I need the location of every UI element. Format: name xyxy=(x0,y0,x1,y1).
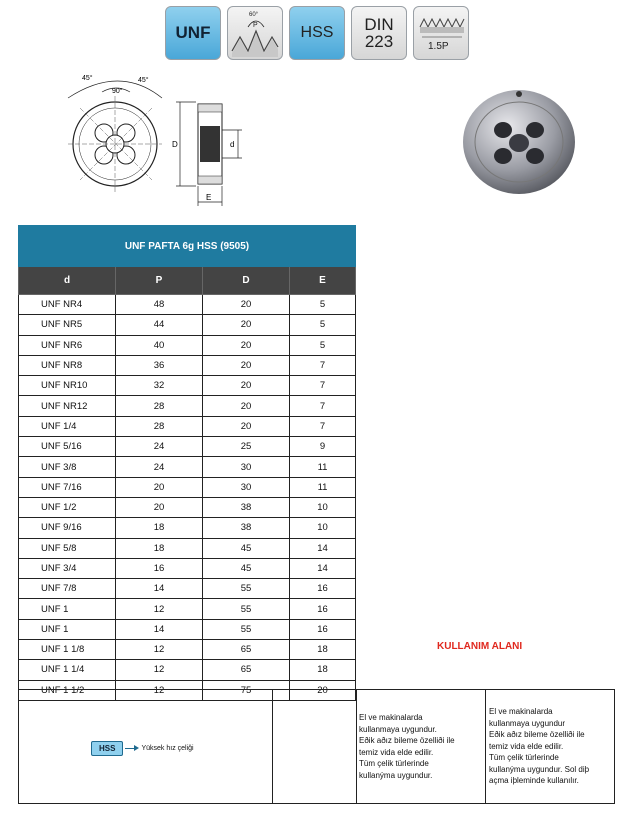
cell-E: 9 xyxy=(290,437,356,457)
cell-p: 18 xyxy=(116,538,203,558)
cell-d: UNF 1 xyxy=(19,599,116,619)
label-E: E xyxy=(206,193,212,202)
usage-description-2 xyxy=(489,706,613,787)
cell-p: 12 xyxy=(116,599,203,619)
cell-d: UNF 1 1/8 xyxy=(19,640,116,660)
din-label: DIN xyxy=(364,15,394,34)
cell-E: 18 xyxy=(290,660,356,680)
usage-panel xyxy=(18,689,615,804)
cell-E: 7 xyxy=(290,355,356,375)
desc-line: El ve makinalarda xyxy=(359,713,423,722)
cell-p: 18 xyxy=(116,518,203,538)
desc-line: kullanmaya uygundur. xyxy=(359,724,437,734)
cell-p: 48 xyxy=(116,295,203,315)
table-row xyxy=(19,335,356,355)
hss-badge xyxy=(289,6,345,60)
cell-E: 11 xyxy=(290,457,356,477)
cell-D: 65 xyxy=(203,660,290,680)
table-row xyxy=(19,295,356,315)
divider xyxy=(356,690,357,803)
cell-d: UNF 9/16 xyxy=(19,518,116,538)
usage-title: KULLANIM ALANI xyxy=(437,641,523,652)
table-row xyxy=(19,640,356,660)
cell-E: 7 xyxy=(290,416,356,436)
header-E: E xyxy=(290,267,356,295)
table-row xyxy=(19,619,356,639)
hss-legend xyxy=(91,741,194,756)
cell-p: 28 xyxy=(116,396,203,416)
cell-E: 10 xyxy=(290,518,356,538)
spec-table xyxy=(18,225,356,701)
desc-line: temiz vida elde edilir. xyxy=(489,741,564,751)
usage-description-1 xyxy=(359,712,483,781)
arrow-icon xyxy=(125,748,135,749)
desc-line: kullanmaya uygundur xyxy=(489,718,566,728)
table-row xyxy=(19,315,356,335)
table-row xyxy=(19,518,356,538)
cell-p: 12 xyxy=(116,640,203,660)
cell-d: UNF NR5 xyxy=(19,315,116,335)
cell-D: 20 xyxy=(203,396,290,416)
cell-d: UNF 1/2 xyxy=(19,497,116,517)
cell-D: 20 xyxy=(203,315,290,335)
cell-D: 30 xyxy=(203,477,290,497)
cell-p: 32 xyxy=(116,376,203,396)
table-row xyxy=(19,558,356,578)
angle-label: 60° xyxy=(249,12,259,18)
cell-d: UNF 1 xyxy=(19,619,116,639)
cell-d: UNF 5/8 xyxy=(19,538,116,558)
cell-p: 44 xyxy=(116,315,203,335)
label-d: d xyxy=(230,140,235,149)
desc-line: Eðik aðız bileme özelliði ile xyxy=(489,730,585,739)
cell-D: 20 xyxy=(203,355,290,375)
desc-line: kullanýma uygundur. xyxy=(359,770,433,780)
cell-p: 12 xyxy=(116,660,203,680)
cell-d: UNF NR6 xyxy=(19,335,116,355)
cell-p: 24 xyxy=(116,457,203,477)
cell-E: 5 xyxy=(290,295,356,315)
desc-line: açma iþleminde kullanılır. xyxy=(489,776,579,785)
header-d: d xyxy=(19,267,116,295)
table-row xyxy=(19,579,356,599)
thread-profile-icon xyxy=(227,6,283,60)
din-number: 223 xyxy=(364,32,394,51)
cell-E: 16 xyxy=(290,599,356,619)
table-row xyxy=(19,355,356,375)
cell-D: 20 xyxy=(203,295,290,315)
cell-D: 65 xyxy=(203,640,290,660)
angle-center-label: 90° xyxy=(112,88,123,95)
cell-E: 11 xyxy=(290,477,356,497)
cell-E: 14 xyxy=(290,558,356,578)
hss-legend-badge: HSS xyxy=(91,741,123,756)
cell-E: 16 xyxy=(290,579,356,599)
cell-d: UNF NR8 xyxy=(19,355,116,375)
cell-D: 20 xyxy=(203,376,290,396)
chamfer-label: 1.5P xyxy=(428,41,449,52)
desc-line: Tüm çelik türlerinde xyxy=(489,753,559,762)
table-row xyxy=(19,538,356,558)
cell-D: 38 xyxy=(203,518,290,538)
table-body xyxy=(19,295,356,701)
cell-D: 20 xyxy=(203,335,290,355)
cell-p: 36 xyxy=(116,355,203,375)
cell-E: 5 xyxy=(290,315,356,335)
cell-p: 40 xyxy=(116,335,203,355)
cell-E: 20 xyxy=(290,680,356,700)
cell-E: 5 xyxy=(290,335,356,355)
header-D: D xyxy=(203,267,290,295)
chamfer-icon xyxy=(413,6,469,60)
cell-D: 75 xyxy=(203,680,290,700)
cell-p: 24 xyxy=(116,437,203,457)
cell-E: 18 xyxy=(290,640,356,660)
desc-line: kullanýma uygundur. Sol diþ xyxy=(489,764,590,774)
cell-p: 20 xyxy=(116,477,203,497)
unf-badge-label: UNF xyxy=(175,23,211,42)
cell-d: UNF 5/16 xyxy=(19,437,116,457)
angle-left-label: 45° xyxy=(82,75,93,82)
cell-E: 7 xyxy=(290,396,356,416)
cell-E: 16 xyxy=(290,619,356,639)
table-row xyxy=(19,437,356,457)
cell-p: 12 xyxy=(116,680,203,700)
cell-p: 16 xyxy=(116,558,203,578)
cell-D: 45 xyxy=(203,558,290,578)
unf-badge xyxy=(165,6,221,60)
table-row xyxy=(19,396,356,416)
din-badge xyxy=(351,6,407,60)
cell-D: 30 xyxy=(203,457,290,477)
cell-d: UNF NR10 xyxy=(19,376,116,396)
cell-D: 20 xyxy=(203,416,290,436)
cell-d: UNF 3/8 xyxy=(19,457,116,477)
desc-line: Tüm çelik türlerinde xyxy=(359,759,429,768)
cell-d: UNF 1 1/2 xyxy=(19,680,116,700)
cell-p: 20 xyxy=(116,497,203,517)
hss-badge-label: HSS xyxy=(300,24,334,41)
divider xyxy=(485,690,486,803)
table-row xyxy=(19,599,356,619)
desc-line: temiz vida elde edilir. xyxy=(359,747,434,757)
table-row xyxy=(19,660,356,680)
cell-d: UNF 1/4 xyxy=(19,416,116,436)
table-row xyxy=(19,457,356,477)
angle-right-label: 45° xyxy=(138,77,149,84)
table-row xyxy=(19,497,356,517)
header-p: P xyxy=(116,267,203,295)
cell-D: 45 xyxy=(203,538,290,558)
cell-d: UNF NR4 xyxy=(19,295,116,315)
die-photo xyxy=(455,80,585,200)
cell-D: 55 xyxy=(203,599,290,619)
cell-d: UNF 3/4 xyxy=(19,558,116,578)
table-row xyxy=(19,376,356,396)
cell-E: 14 xyxy=(290,538,356,558)
hss-legend-text: Yüksek hız çeliği xyxy=(141,745,194,752)
cell-D: 25 xyxy=(203,437,290,457)
table-title: UNF PAFTA 6g HSS (9505) xyxy=(19,226,356,267)
cell-d: UNF NR12 xyxy=(19,396,116,416)
cell-E: 10 xyxy=(290,497,356,517)
cell-E: 7 xyxy=(290,376,356,396)
label-D: D xyxy=(172,140,178,149)
pitch-label: P xyxy=(253,22,258,29)
cell-d: UNF 1 1/4 xyxy=(19,660,116,680)
table-row xyxy=(19,477,356,497)
desc-line: Eðik aðız bileme özelliði ile xyxy=(359,736,455,745)
table-row xyxy=(19,416,356,436)
cell-p: 28 xyxy=(116,416,203,436)
cell-D: 38 xyxy=(203,497,290,517)
cell-d: UNF 7/16 xyxy=(19,477,116,497)
cell-D: 55 xyxy=(203,619,290,639)
cell-D: 55 xyxy=(203,579,290,599)
desc-line: El ve makinalarda xyxy=(489,707,553,716)
cell-d: UNF 7/8 xyxy=(19,579,116,599)
cell-p: 14 xyxy=(116,619,203,639)
divider xyxy=(272,690,273,803)
technical-drawing xyxy=(60,70,250,210)
cell-p: 14 xyxy=(116,579,203,599)
